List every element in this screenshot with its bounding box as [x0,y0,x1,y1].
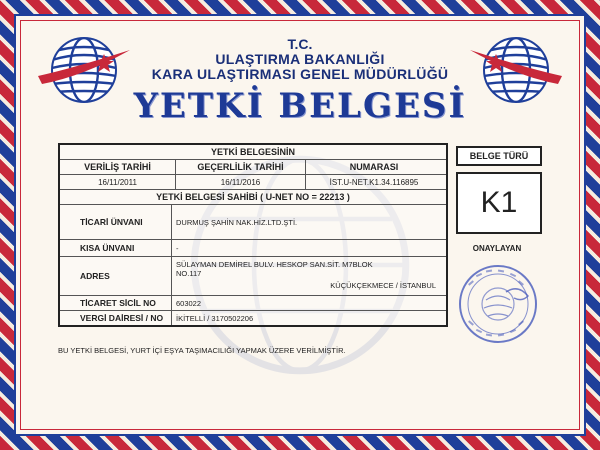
issue-date: 16/11/2011 [60,175,176,189]
footer-note: BU YETKİ BELGESİ, YURT İÇİ EŞYA TAŞIMACILIĞI YAPMAK ÜZERE VERİLMİŞTİR. [58,346,346,355]
approver-label: ONAYLAYAN [472,244,522,253]
table-row [60,240,446,257]
trade-registry-value: 603022 [176,298,202,308]
address-city: KÜÇÜKÇEKMECE / İSTANBUL [330,281,436,290]
owner-title-row [60,190,446,205]
table-section-title-row [60,145,446,160]
table-row [60,257,446,296]
table-header-row [60,160,446,175]
header-directorate: KARA ULAŞTIRMASI GENEL MÜDÜRLÜĞÜ [151,66,449,82]
trade-name-label: TİCARİ ÜNVANI [60,205,172,239]
address-label: ADRES [60,257,172,295]
col-header-validity-date: GEÇERLİLİK TARİHİ [176,160,306,174]
address-value [172,257,446,295]
class-header: BELGE TÜRÜ [456,146,542,166]
table-values-row [60,175,446,190]
owner-title: YETKİ BELGESİ SAHİBİ ( U-NET NO = 22213 ) [156,192,350,202]
section-title: YETKİ BELGESİNİN [210,147,295,157]
certificate-number: İST.U-NET.K1.34.116895 [329,177,419,187]
table-row [60,311,446,325]
short-name-value: - [176,243,179,253]
table-row [60,296,446,311]
col-header-issue-date: VERİLİŞ TARİHİ [60,160,176,174]
address-line-2: NO.117 [176,269,202,278]
col-header-number: NUMARASI [349,162,399,172]
validity-date: 16/11/2016 [176,175,306,189]
table-row [60,205,446,240]
trade-name-value: DURMUŞ ŞAHİN NAK.HİZ.LTD.ŞTİ. [176,217,298,227]
class-value: K1 [456,172,542,234]
official-stamp-icon [456,262,540,346]
tax-office-value: İKİTELLİ / 3170502206 [176,313,254,323]
document-title: YETKİ BELGESİ [133,86,467,126]
address-line-1: SÜLAYMAN DEMİREL BULV. HESKOP SAN.SİT. M7BLOK [176,260,373,269]
trade-registry-label: TİCARET SİCİL NO [60,296,172,310]
header-tc: T.C. [287,36,313,52]
header-ministry: ULAŞTIRMA BAKANLIĞI [215,51,385,67]
certificate-table [58,143,448,327]
tax-office-label: VERGİ DAİRESİ / NO [60,311,172,325]
short-name-label: KISA ÜNVANI [60,240,172,256]
